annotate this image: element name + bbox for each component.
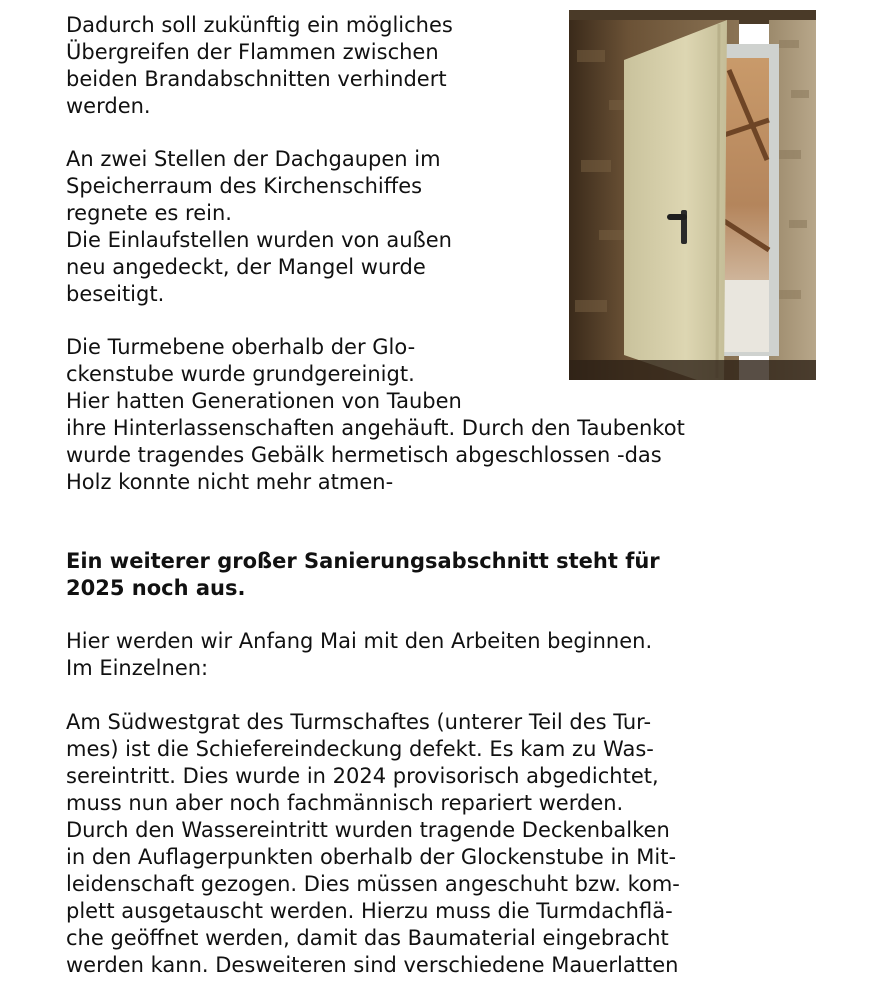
fire-door-photo — [569, 10, 816, 380]
detail-line: muss nun aber noch fachmännisch repariert werden. — [66, 791, 624, 815]
detail-line: Durch den Wassereintritt wurden tragende Deckenbalken — [66, 818, 670, 842]
tower-line: Die Turmebene oberhalb der Glo- — [66, 335, 416, 359]
intro-line: beiden Brandabschnitten verhindert — [66, 67, 447, 91]
tower-line: ihre Hinterlassenschaften angehäuft. Durch den Taubenkot — [66, 416, 685, 440]
tower-line: Hier hatten Generationen von Tauben — [66, 389, 462, 413]
roof-line: Die Einlaufstellen wurden von außen — [66, 228, 452, 252]
detail-line: Am Südwestgrat des Turmschaftes (unterer Teil des Tur- — [66, 710, 652, 734]
roof-line: neu angedeckt, der Mangel wurde — [66, 255, 426, 279]
section-heading: Ein weiterer großer Sanierungsabschnitt steht für — [66, 549, 660, 573]
detail-line: sereintritt. Dies wurde in 2024 provisorisch abgedichtet, — [66, 764, 659, 788]
roof-line: regnete es rein. — [66, 201, 232, 225]
tower-line: wurde tragendes Gebälk hermetisch abgeschlossen -das — [66, 443, 662, 467]
detail-line: che geöffnet werden, damit das Baumaterial eingebracht — [66, 926, 669, 950]
detail-line: werden kann. Desweiteren sind verschiedene Mauerlatten — [66, 953, 679, 977]
intro-line: Dadurch soll zukünftig ein mögliches — [66, 13, 453, 37]
start-line: Im Einzelnen: — [66, 656, 209, 680]
detail-line: plett ausgetauscht werden. Hierzu muss die Turmdachflä- — [66, 899, 673, 923]
roof-line: Speicherraum des Kirchenschiffes — [66, 174, 423, 198]
detail-line: mes) ist die Schiefereindeckung defekt. Es kam zu Was- — [66, 737, 654, 761]
tower-line: ckenstube wurde grundgereinigt. — [66, 362, 415, 386]
section-heading: 2025 noch aus. — [66, 576, 246, 600]
roof-line: beseitigt. — [66, 282, 165, 306]
roof-line: An zwei Stellen der Dachgaupen im — [66, 147, 441, 171]
intro-line: werden. — [66, 94, 151, 118]
detail-line: in den Auflagerpunkten oberhalb der Glockenstube in Mit- — [66, 845, 677, 869]
detail-line: leidenschaft gezogen. Dies müssen angeschuht bzw. kom- — [66, 872, 680, 896]
start-line: Hier werden wir Anfang Mai mit den Arbeiten beginnen. — [66, 629, 653, 653]
intro-line: Übergreifen der Flammen zwischen — [66, 40, 439, 64]
tower-line: Holz konnte nicht mehr atmen- — [66, 470, 394, 494]
